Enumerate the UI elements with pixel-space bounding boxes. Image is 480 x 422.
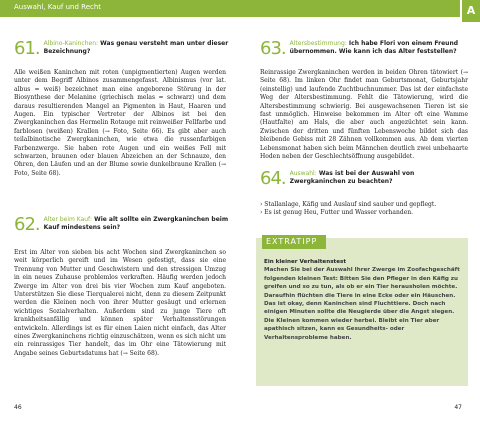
question-keyword: Alter beim Kauf: [43, 216, 92, 223]
page-number: 46 [14, 404, 22, 411]
answer-paragraph: Reinrassige Zwergkaninchen werden in beiden Ohren tätowiert (→ Seite 68). Im linken Ohr findet man Geburtsmonat, Geburtsjahr (einstellig) und laufende Zuchtbuchnummer. Das ist der einfachste Weg der Altersbestimmung. Fehlt die Tätowierung, wird die Altersbestimmung schwierig. Bei ausgewachsenen Tieren ist sie fast unmöglich. Hinweise bekommen im Alter oft eine Wamme (Hautfalte) am Hals, die aber auch angezüchtet sein kann. Zwischen der dritten und fünften Lebenswoche bildet sich das bleibende Gebiss mit 28 Zähnen vollkommen aus. Ab dem vierten Lebensmonat haben sich beim Männchen deutlich zwei unbehaarte Hoden neben der Geschlechtsöffnung ausgebildet. [260, 69, 468, 161]
question-number: 61. [14, 38, 40, 59]
checklist [260, 201, 468, 218]
question-text [44, 216, 230, 232]
question-text [44, 40, 230, 56]
question-number: 64. [260, 168, 286, 189]
question-keyword: Auswahl: [289, 170, 317, 177]
tip-content [264, 258, 460, 342]
answer-paragraph: Erst im Alter von sieben bis acht Wochen sind Zwergkaninchen so weit körperlich gereift und im Wesen gefestigt, dass sie eine Trennung von Mutter und Geschwistern und den stressigen Umzug in ein neues Zuhause problemlos verkraften. Häufig werden jedoch Zwerge im Alter von drei bis vier Wochen zum Kauf angeboten. Unterstützen Sie diese Tierqualerei nicht, denn zu diesem Zeitpunkt werden die Kleinen noch von ihrer Mutter gesäugt und erlernen wichtiges Sozialverhalten. Außerdem sind zu junge Tiere oft krankheitsanfällig und können später Verhaltensstörungen entwickeln. Allerdings ist es für einen Laien nicht einfach, das Alter eines Zwergkaninchens richtig einzuschätzen, wenn es sich nicht um ein reinrassiges Tier handelt, das im Ohr eine Tätowierung mit Angabe seines Geburtsdatums hat (→ Seite 68). [14, 249, 226, 357]
tip-title: EXTRATIPP [266, 237, 318, 246]
page-number: 47 [454, 404, 462, 411]
question-61-heading [14, 40, 230, 58]
list-item: › Stallanlage, Käfig und Auslauf sind sauber und gepflegt. [260, 201, 437, 208]
list-item: › Es ist genug Heu, Futter und Wasser vorhanden. [260, 209, 414, 217]
extra-tip-box [256, 238, 468, 386]
answer-63-text [260, 69, 468, 161]
tip-banner [262, 235, 326, 249]
running-header: Auswahl, Kauf und Recht [14, 3, 102, 11]
question-keyword: Altersbestimmung: [289, 40, 347, 47]
question-text [290, 40, 472, 56]
question-text [290, 170, 472, 186]
tip-subtitle: Ein kleiner Verhaltenstest [264, 259, 346, 265]
answer-61-text [14, 69, 226, 178]
answer-62-text [14, 249, 226, 358]
question-number: 63. [260, 38, 286, 59]
question-body: Wie alt sollte ein Zwergkaninchen beim Kauf mindestens sein? [43, 216, 229, 231]
header-bar [240, 0, 460, 17]
question-body: Ich habe Flori von einem Freund übernommen. Wie kann ich das Alter feststellen? [289, 40, 459, 55]
header-bar [0, 0, 240, 17]
question-body: Was ist bei der Auswahl von Zwergkaninchen zu beachten? [289, 170, 415, 185]
tip-text: Machen Sie bei der Auswahl Ihrer Zwerge im Zoofachgeschäft folgenden kleinen Test: Bitten Sie den Pfleger in den Käfig zu greifen und so zu tun, als ob er ein Tier herausholen möchte. Daraufhin flüchten die Tiere in eine Ecke oder ein Häuschen. Das ist okay, denn Kaninchen sind Fluchttiere. Doch nach einigen Minuten sollte die Neugierde über die Angst siegen. Die Kleinen kommen wieder herbei. Bleibt ein Tier aber apathisch sitzen, kann es Gesundheits- oder Verhaltensprobleme haben. [264, 267, 460, 341]
question-64-heading [260, 170, 472, 188]
chapter-tab: A [462, 0, 480, 22]
question-62-heading [14, 216, 230, 234]
question-63-heading [260, 40, 472, 58]
question-keyword: Albino-Kaninchen: [43, 40, 99, 47]
answer-paragraph: Alle weißen Kaninchen mit roten (unpigmentierten) Augen werden unter dem Begriff Albinos zusammengefasst. Albinismus (vor lat. albus = weiß) bezeichnet man eine angeborene Störung in der Biosynthese der Melanine (griechisch melas = schwarz) und dem daraus resultierenden Mangel an Pigmenten in Haut, Haaren und Augen. Ein typischer Vertreter der Albinos ist bei den Zwergkaninchen das Hermelin Rotauge mit reinweißer Fellfarbe und farblosen (weißen) Krallen (→ Foto, Seite 66). Es gibt aber auch teilalbinotische Zwergkaninchen, wie etwa die russenfarbigen Farbenzwerge. Sie haben rote Augen und ein weißes Fell mit schwarzen, braunen oder blauen Abzeichen an der Schnauze, den Ohren, den Läufen und an der Blume sowie dunkelbraune Krallen (→ Foto, Seite 68). [14, 69, 226, 177]
question-number: 62. [14, 214, 40, 235]
question-body: Was genau versteht man unter dieser Bezeichnung? [43, 40, 229, 55]
